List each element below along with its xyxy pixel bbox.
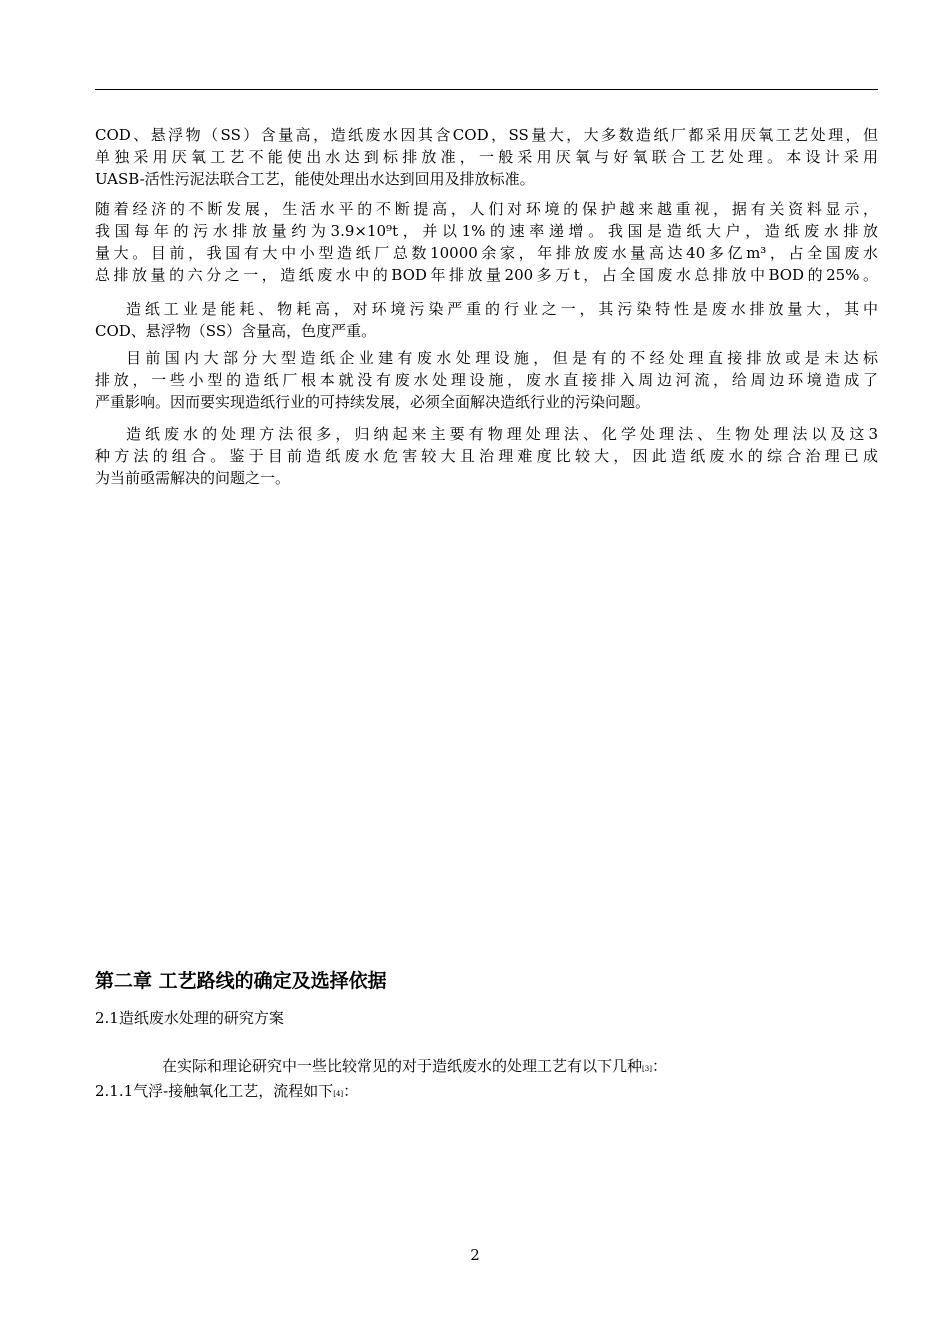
section-heading-2-1: 2.1造纸废水处理的研究方案 bbox=[95, 1009, 284, 1027]
text-line: COD、悬浮物（SS）含量高，色度严重。 bbox=[95, 322, 377, 340]
section-heading-tail: ： bbox=[343, 1082, 359, 1100]
page-number: 2 bbox=[470, 1246, 480, 1264]
text-line: 造纸工业是能耗、物耗高，对环境污染严重的行业之一，其污染特性是废水排放量大，其中 bbox=[126, 300, 878, 318]
chapter-title: 第二章 工艺路线的确定及选择依据 bbox=[95, 970, 387, 992]
text-line: 严重影响。因而要实现造纸行业的可持续发展，必须全面解决造纸行业的污染问题。 bbox=[95, 393, 651, 411]
text-line: 目前国内大部分大型造纸企业建有废水处理设施，但是有的不经处理直接排放或是未达标 bbox=[126, 349, 878, 367]
text-line: 总排放量的六分之一，造纸废水中的BOD年排放量200多万t，占全国废水总排放中BOD的25%。 bbox=[95, 266, 878, 284]
paragraph-3 bbox=[95, 298, 878, 342]
section-heading-text: 2.1.1气浮-接触氧化工艺，流程如下 bbox=[95, 1082, 334, 1100]
text-line: 种方法的组合。鉴于目前造纸废水危害较大且治理难度比较大，因此造纸废水的综合治理已成 bbox=[95, 447, 878, 465]
citation-ref: [4] bbox=[333, 1090, 344, 1098]
paragraph-5 bbox=[95, 423, 878, 489]
text-line: 排放，一些小型的造纸厂根本就没有废水处理设施，废水直接排入周边河流，给周边环境造成了 bbox=[95, 371, 878, 389]
text-line: 造纸废水的处理方法很多，归纳起来主要有物理处理法、化学处理法、生物处理法以及这3 bbox=[126, 425, 878, 443]
section-heading-2-1-1 bbox=[95, 1080, 358, 1105]
text-line: 单独采用厌氧工艺不能使出水达到标排放准，一般采用厌氧与好氧联合工艺处理。本设计采用 bbox=[95, 148, 878, 166]
citation-ref: [3] bbox=[642, 1065, 652, 1073]
intro-paragraph bbox=[162, 1055, 667, 1080]
text-line: 我国每年的污水排放量约为3.9×10⁹t，并以1%的速率递增。我国是造纸大户，造纸废水排放 bbox=[95, 222, 878, 240]
text-line: COD、悬浮物（SS）含量高，造纸废水因其含COD，SS量大，大多数造纸厂都采用厌氧工艺处理，但 bbox=[95, 126, 878, 144]
paragraph-1 bbox=[95, 124, 878, 190]
paragraph-4 bbox=[95, 347, 878, 413]
paragraph-2 bbox=[95, 198, 878, 286]
text-line: 为当前亟需解决的问题之一。 bbox=[95, 469, 291, 487]
text-line: 随着经济的不断发展，生活水平的不断提高，人们对环境的保护越来越重视，据有关资料显示， bbox=[95, 200, 878, 218]
text-line: 量大。目前，我国有大中小型造纸厂总数10000余家，年排放废水量高达40多亿m³，占全国废水 bbox=[95, 244, 878, 262]
text-line: UASB-活性污泥法联合工艺，能使处理出水达到回用及排放标准。 bbox=[95, 170, 535, 188]
intro-tail: ： bbox=[651, 1057, 667, 1075]
intro-text: 在实际和理论研究中一些比较常见的对于造纸废水的处理工艺有以下几种 bbox=[162, 1057, 643, 1075]
header-rule bbox=[95, 89, 878, 90]
